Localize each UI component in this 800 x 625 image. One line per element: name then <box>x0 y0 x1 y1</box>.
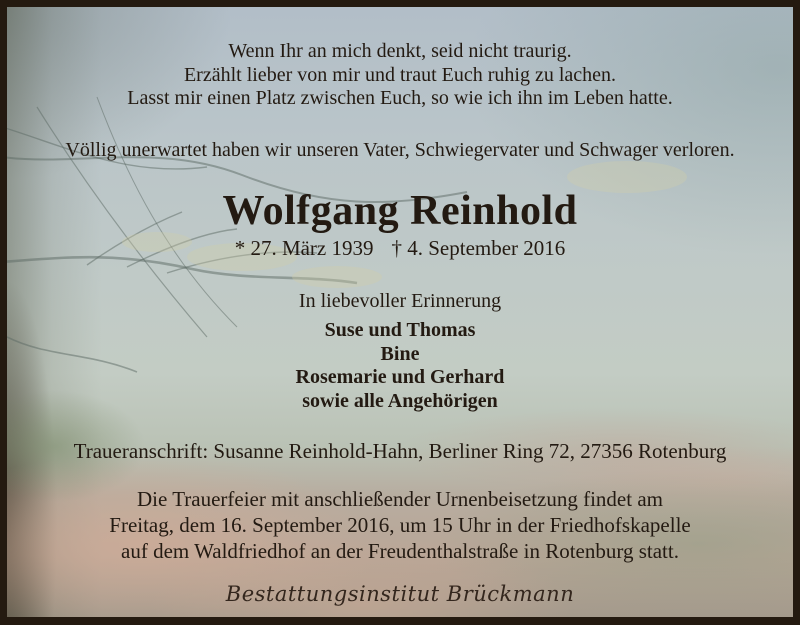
service-line: Die Trauerfeier mit anschließender Urnenbeisetzung findet am <box>137 487 663 511</box>
mourner-line: Suse und Thomas <box>324 319 476 341</box>
poem-line: Erzählt lieber von mir und traut Euch ruhig zu lachen. <box>183 63 617 86</box>
deceased-name: Wolfgang Reinhold <box>222 188 578 234</box>
service-line: auf dem Waldfriedhof an der Freudenthalstraße in Rotenburg statt. <box>121 539 679 563</box>
condolence-address: Traueranschrift: Susanne Reinhold-Hahn, Berliner Ring 72, 27356 Rotenburg <box>73 439 727 463</box>
mourners-list <box>7 319 793 413</box>
memorial-poem <box>7 40 793 111</box>
poem-line: Wenn Ihr an mich denkt, seid nicht traurig. <box>228 40 572 62</box>
mourner-line: sowie alle Angehörigen <box>302 389 498 412</box>
mourner-line: Rosemarie und Gerhard <box>295 366 505 388</box>
death-announcement: Völlig unerwartet haben wir unseren Vater, Schwiegervater und Schwager verloren. <box>65 139 735 161</box>
service-line: Freitag, dem 16. September 2016, um 15 Uhr in der Friedhofskapelle <box>109 513 691 537</box>
funeral-home-name: Bestattungsinstitut Brückmann <box>225 582 575 606</box>
forest-background-photo <box>7 7 793 617</box>
life-dates <box>7 236 793 261</box>
death-date: † 4. September 2016 <box>391 236 566 260</box>
funeral-service-info <box>7 486 793 564</box>
poem-line: Lasst mir einen Platz zwischen Euch, so wie ich ihn im Leben hatte. <box>127 87 673 109</box>
remembrance-line: In liebevoller Erinnerung <box>298 290 502 312</box>
mourner-line: Bine <box>380 342 420 365</box>
birth-date: * 27. März 1939 <box>234 236 374 260</box>
